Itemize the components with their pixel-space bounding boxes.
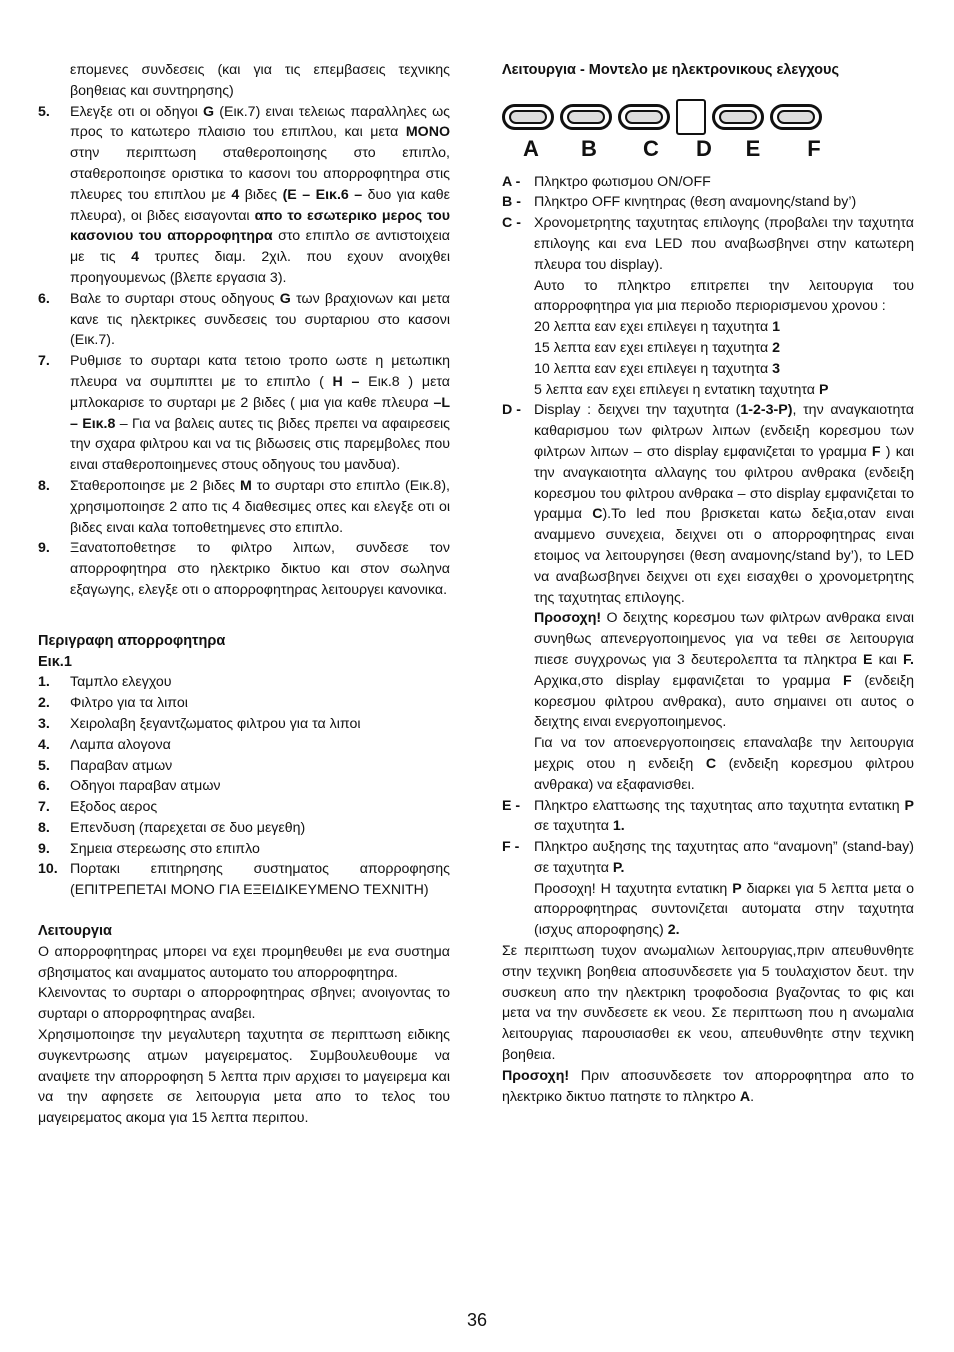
step-text: Ξανατοποθετησε το φιλτρο λιπων, συνδεσε τον απορροφητηρα στο ηλεκτρικο δικτυο και στον σωληνα εξαγωγης, ελεγξε οτι ο απορροφητηρας λειτουργει κανονικα. <box>70 540 450 598</box>
panel-button-c <box>618 104 670 130</box>
step-number: 9. <box>38 540 50 557</box>
list-item: 3. Χειρολαβη ξεγαντζωματος φιλτρου για τα λιποι <box>38 715 361 732</box>
step-text: Σταθεροποιησε με 2 βιδες M το συρταρι στο επιπλο (Εικ.8), χρησιμοποιησε 2 απο τις 4 διαθεσιμες οπες και ελεγξε οτι οι βιδες ειναι καλα τοποθετημενες στο επιπλο. <box>70 477 450 536</box>
description-heading: Περιγραφη απορροφητηρα <box>38 632 226 649</box>
control-panel-figure <box>502 99 914 160</box>
intro-paragraph: επομενες συνδεσεις (και για τις επεμβασεις τεχνικης βοηθειας και συντηρησης) <box>70 62 450 99</box>
step <box>38 289 450 351</box>
step <box>38 538 450 600</box>
step-number: 8. <box>38 477 50 494</box>
timer-note: 15 λεπτα εαν εχει επιλεγει η ταχυτητα 2 <box>534 339 781 356</box>
timer-note: Αυτο το πληκτρο επιτρεπει την λειτουργια του απορροφητηρα για μια περιοδο περιορισμενου χρονου : <box>534 277 914 315</box>
key-description: F - Πληκτρο αυξησης της ταχυτητας απο “αναμονη” (stand-bay) σε ταχυτητα P. <box>502 839 914 876</box>
step-number: 7. <box>38 353 50 370</box>
list-item: 1. Ταμπλο ελεγχου <box>38 674 172 691</box>
list-item: 5. Παραβαν ατμων <box>38 757 173 774</box>
key-description: E - Πληκτρο ελαττωσης της ταχυτητας απο ταχυτητα εντατικη P σε ταχυτητα 1. <box>502 797 914 835</box>
operation-paragraph: Χρησιμοποιησε την μεγαλυτερη ταχυτητα σε περιπτωση ειδικης συγκεντρωσης ατμων μαγειρεματος. Συμβουλευθουμε να αναψετε την απορροφηση 5 λεπτα πριν αρχισει το μαγειρεμα και να την αφησετε σε λειτουργια μετα απο το τελος του μαγειρεματος ακομα για 15 λεπτα περιπου. <box>38 1027 450 1127</box>
operation-paragraph: Κλεινοντας το συρταρι ο απορροφητηρας σβηνει; ανοιγοντας το συρταρι ο απορροφητηρας αναβει. <box>38 985 450 1023</box>
panel-letter: B <box>581 135 597 161</box>
display-note: Προσοχη! Ο δειχτης κορεσμου των φιλτρων ανθρακα ειναι συνηθως απενεργοποιημενος για να τεθει σε λειτουργια πιεσε συγχρονως για 3 δευτερολεπτα τα πληκτρα E και F. Αρχικα,στο display εμφανιζεται το γραμμα F (ενδειξη κορεσμου φιλτρου ανθρακα), αυτο σημαινει οτι αυτος ο δειχτης ειναι ενεργοποιημενος. <box>534 610 914 731</box>
panel-button-e <box>712 104 764 130</box>
list-item: 9. Σημεια στερεωσης στο επιπλο <box>38 840 260 857</box>
list-item: 7. Εξοδος αερος <box>38 799 158 816</box>
timer-note: 10 λεπτα εαν εχει επιλεγει η ταχυτητα 3 <box>534 360 781 377</box>
key-description: D - Display : δειχνει την ταχυτητα (1-2-3-P), την αναγκαιοτητα καθαρισμου των φιλτρων λιπων (ενδειξη κορεσμου των φιλτρων λιπων – στο display εμφανιζεται το γραμμα F ) και την αναγκαιοτητα αλλαγης του φιλτρου ανθρακα (ενδειξη κορεσμου του φιλτρου ανθρακα – στο display εμφανιζεται το γραμμα C).Το led που βρισκεται κατω δεξια,οταν ειναι αναμμενο συνεχεια, δειχνει οτι ο απορροφητηρας ειναι ετοιμος να λειτουργησει (θεση αναμονης/stand by’), το LED να αναβωσβηνει δειχνει οτι εχει εισαχθει ο χρονομετρητης της ταχυτητας επιλογης. <box>502 402 914 606</box>
step <box>38 476 450 538</box>
key-description: A - Πληκτρο φωτισμου ON/OFF <box>502 173 711 190</box>
list-item: 8. Επενδυση (παρεχεται σε δυο μεγεθη) <box>38 819 306 836</box>
panel-button-b <box>560 104 612 130</box>
installation-steps <box>38 102 450 601</box>
step-number: 6. <box>38 290 50 307</box>
operation-heading: Λειτουργια <box>38 923 112 940</box>
list-item: 4. Λαμπα αλογονα <box>38 736 171 753</box>
warning-paragraph: Προσοχη! Πριν αποσυνδεσετε τον απορροφητηρα απο το ηλεκτρικο δικτυο πατηστε το πληκτρο A. <box>502 1067 914 1105</box>
parts-list <box>38 672 450 901</box>
right-column <box>502 60 914 1107</box>
page-number: 36 <box>466 1310 488 1330</box>
timer-note: 20 λεπτα εαν εχει επιλεγει η ταχυτητα 1 <box>534 319 781 336</box>
panel-letter: C <box>643 135 659 161</box>
key-description: C - Χρονομετρητης ταχυτητας επιλογης (προβαλει την ταχυτητα επιλογης και ενα LED που αναβωσβηνει στην κατωτερη πλευρα του display). <box>502 215 914 273</box>
panel-letter: E <box>745 135 761 161</box>
panel-letter: F <box>807 135 821 161</box>
step-text: Βαλε το συρταρι στους οδηγους G των βραχιονων και μετα κανε τις ηλεκτρικες συνδεσεις του συρταριου στο κασονι (Εικ.7). <box>70 290 450 349</box>
troubleshooting-paragraph: Σε περιπτωση τυχον ανωμαλιων λειτουργιας,πριν απευθυνθητε στην τεχνικη βοηθεια αποσυνδεσετε για 5 τουλαχιστον δευτ. την συσκευη απο την ηλεκτρικη τροφοδοσια βγαζοντας το φις και μετα να την συνδεσετε εκ νεου. Σε περιπτωση που η ανωμαλια λειτουργιας παρουσιασθει εκ νεου, απευθυνθητε στην τεχνικη βοηθεια. <box>502 943 914 1064</box>
step-text: Ελεγξε οτι οι οδηγοι G (Εικ.7) ειναι τελειως παραλληλες ως προς το κατωτερο πλαισιο του επιπλου, και μετα ΜΟΝΟ στην περιπτωση σταθεροποιησης στο επιπλο, σταθεροποιησε οριστικα το κασονι του απορροφητηρα στις πλευρες του επιπλου με 4 βιδες (E – Εικ.6 – δυο για καθε πλευρα), οι βιδες εισαγονται απο το εσωτερικο μερος του κασονιου του απορροφητηρα στο επιπλο σε αντιστοιχεια με τις 4 τρυπες διαμ. 2χιλ. που εχουν ανοιχθει προηγουμενως (βλεπε εργασια 3). <box>70 103 451 286</box>
panel-letter: A <box>523 135 539 161</box>
figure-heading: Εικ.1 <box>38 653 72 670</box>
step <box>38 102 450 289</box>
panel-letter: D <box>696 135 712 161</box>
panel-letters <box>502 135 914 161</box>
step <box>38 351 450 476</box>
timer-note: 5 λεπτα εαν εχει επιλεγει η εντατικη ταχυτητα P <box>534 381 829 398</box>
left-column <box>38 60 450 1129</box>
step-number: 5. <box>38 103 50 120</box>
panel-button-f <box>770 104 822 130</box>
list-item: 10. Πορτακι επιτηρησης συστηματος απορροφησης (ΕΠΙΤΡΕΠΕΤΑΙ ΜΟΝΟ ΓΙΑ ΕΞΕΙΔΙΚΕΥΜΕΝΟ ΤΕΧΝΙΤΗ) <box>38 861 450 899</box>
step-text: Ρυθμισε το συρταρι κατα τετοιο τροπο ωστε η μετωπικη πλευρα να συμπιπτει με το επιπλο ( H – Εικ.8 ) μετα μπλοκαρισε το συρταρι με 2 βιδες ( μια για καθε πλευρα –L – Εικ.8 – Για να βαλεις αυτες τις βιδες πρεπει να αφαιρεσεις την σχαρα φιλτρου και να τις βιδωσεις στις παρεμβολες που ειναι σταθεροποιημενες στους οδηγους του μανδυα). <box>70 353 451 474</box>
key-description: B - Πληκτρο OFF κινητηρας (θεση αναμονης/stand by’) <box>502 194 857 211</box>
display-note: Για να τον αποενεργοποιησεις επαναλαβε την λειτουργια μεχρις οτου η ενδειξη C (ενδειξη κορεσμου φιλτρου ανθρακα) να εξαφανισθει. <box>534 735 914 793</box>
operation-paragraph: Ο απορροφητηρας μπορει να εχει προμηθευθει με ενα συστημα σβησιματος και αναμματος αυτοματο του απορροφητηρα. <box>38 943 450 981</box>
list-item: 2. Φιλτρο για τα λιποι <box>38 695 188 712</box>
panel-display <box>676 99 706 135</box>
list-item: 6. Οδηγοι παραβαν ατμων <box>38 778 221 795</box>
panel-button-a <box>502 104 554 130</box>
electronic-controls-heading: Λειτουργια - Μοντελο με ηλεκτρονικους ελεγχους <box>502 62 840 78</box>
intensive-speed-note: Προσοχη! Η ταχυτητα εντατικη P διαρκει για 5 λεπτα μετα ο απορροφητηρας συντονιζεται αυτοματα στην ταχυτητα (ισχυς απoροφησης) 2. <box>534 880 914 939</box>
